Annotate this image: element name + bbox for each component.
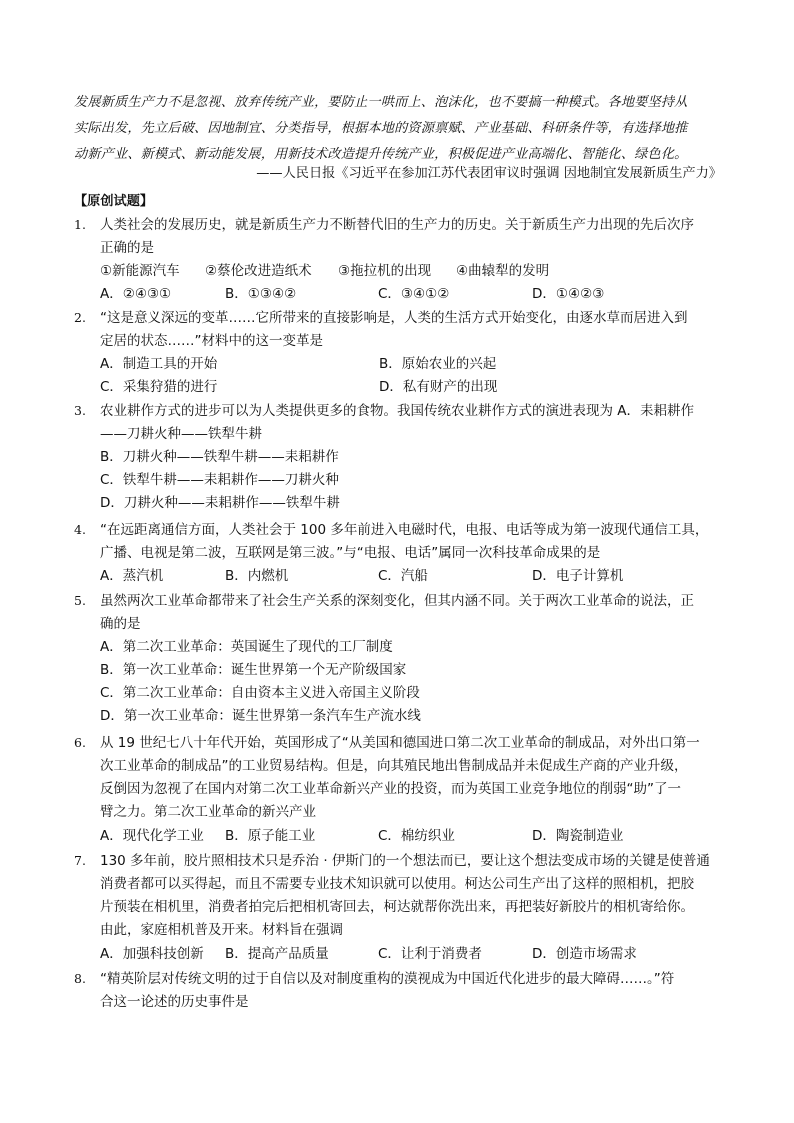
- question-6-stem-line-1: 从 19 世纪七八十年代开始，英国形成了“从美国和德国进口第二次工业革命的制成品，对外出口第一: [100, 735, 700, 751]
- question-7-number: 7.: [74, 853, 86, 868]
- question-7-option-d: D．创造市场需求: [532, 946, 637, 962]
- question-2-option-b: B．原始农业的兴起: [379, 356, 497, 372]
- question-6-option-b: B．原子能工业: [225, 828, 316, 844]
- question-7-stem-line-3: 片预装在相机里，消费者拍完后把相机寄回去，柯达就帮你洗出来，再把装好新胶片的相机寄给你。: [100, 899, 694, 915]
- question-6-option-d: D．陶瓷制造业: [532, 828, 624, 844]
- question-3-stem-line-1: 农业耕作方式的进步可以为人类提供更多的食物。我国传统农业耕作方式的演进表现为 A．耒耜耕作: [100, 403, 695, 419]
- question-1-item-3: ③拖拉机的出现: [338, 263, 432, 279]
- question-4-option-b: B．内燃机: [225, 568, 289, 584]
- question-2-option-a: A．制造工具的开始: [100, 356, 218, 372]
- intro-line-3: 动新产业、新模式、新动能发展，用新技术改造提升传统产业，积极促进产业高端化、智能化、绿色化。: [74, 147, 688, 162]
- question-6-option-a: A．现代化学工业: [100, 828, 204, 844]
- question-5-option-c: C．第二次工业革命：自由资本主义进入帝国主义阶段: [100, 685, 420, 701]
- question-4-option-d: D．电子计算机: [532, 568, 624, 584]
- question-6-stem-line-3: 反倒因为忽视了在国内对第二次工业革命新兴产业的投资，而为英国工业竞争地位的削弱“助”了一: [100, 781, 681, 797]
- question-6-stem-line-4: 臂之力。第二次工业革命的新兴产业: [100, 804, 316, 820]
- question-2-option-c: C．采集狩猎的进行: [100, 379, 218, 395]
- question-4-option-a: A．蒸汽机: [100, 568, 164, 584]
- question-3-option-c: C．铁犁牛耕——耒耜耕作——刀耕火种: [100, 472, 339, 488]
- question-4-stem-line-2: 广播、电视是第二波，互联网是第三波。”与“电报、电话”属同一次科技革命成果的是: [100, 545, 601, 561]
- question-8-number: 8.: [74, 971, 86, 986]
- question-5-stem-line-1: 虽然两次工业革命都带来了社会生产关系的深刻变化，但其内涵不同。关于两次工业革命的说法，正: [100, 593, 694, 609]
- quote-source: ——人民日报《习近平在参加江苏代表团审议时强调 因地制宜发展新质生产力》: [256, 166, 722, 181]
- question-2-option-d: D．私有财产的出现: [379, 379, 498, 395]
- question-7-stem-line-1: 130 多年前，胶片照相技术只是乔治 · 伊斯门的一个想法而已，要让这个想法变成市场的关键是使普通: [100, 853, 710, 869]
- question-1-option-c: C．③④①②: [378, 286, 450, 302]
- question-6-stem-line-2: 次工业革命的制成品”的工业贸易结构。但是，向其殖民地出售制成品并未促成生产商的产业升级，: [100, 758, 688, 774]
- question-1-stem-line-2: 正确的是: [100, 240, 154, 256]
- question-1-stem-line-1: 人类社会的发展历史，就是新质生产力不断替代旧的生产力的历史。关于新质生产力出现的先后次序: [100, 217, 694, 233]
- question-5-option-a: A．第二次工业革命：英国诞生了现代的工厂制度: [100, 639, 393, 655]
- question-4-option-c: C．汽船: [378, 568, 428, 584]
- question-7-option-b: B．提高产品质量: [225, 946, 329, 962]
- question-5-option-b: B．第一次工业革命：诞生世界第一个无产阶级国家: [100, 662, 407, 678]
- question-4-stem-line-1: “在远距离通信方面，人类社会于 100 多年前进入电磁时代，电报、电话等成为第一波现代通信工具，: [100, 522, 709, 538]
- intro-line-2: 实际出发，先立后破、因地制宜、分类指导，根据本地的资源禀赋、产业基础、科研条件等，有选择地推: [74, 121, 688, 136]
- question-2-stem-line-1: “这是意义深远的变革……它所带来的直接影响是，人类的生活方式开始变化，由逐水草而居进入到: [100, 310, 688, 326]
- question-2-stem-line-2: 定居的状态……”材料中的这一变革是: [100, 333, 323, 349]
- question-7-option-a: A．加强科技创新: [100, 946, 204, 962]
- section-title: 【原创试题】: [74, 194, 154, 209]
- question-6-number: 6.: [74, 735, 86, 750]
- question-3-option-b: B．刀耕火种——铁犁牛耕——耒耜耕作: [100, 449, 339, 465]
- question-8-stem-line-1: “精英阶层对传统文明的过于自信以及对制度重构的漠视成为中国近代化进步的最大障碍……。”符: [100, 971, 675, 987]
- question-7-stem-line-2: 消费者都可以买得起，而且不需要专业技术知识就可以使用。柯达公司生产出了这样的照相机，把胶: [100, 876, 694, 892]
- question-4-number: 4.: [74, 522, 86, 537]
- question-8-stem-line-2: 合这一论述的历史事件是: [100, 994, 249, 1010]
- question-1-item-4: ④曲辕犁的发明: [456, 263, 550, 279]
- question-1-number: 1.: [74, 217, 86, 232]
- question-5-number: 5.: [74, 593, 86, 608]
- question-7-stem-line-4: 由此，家庭相机普及开来。材料旨在强调: [100, 922, 343, 938]
- question-3-number: 3.: [74, 403, 86, 418]
- question-1-item-1: ①新能源汽车: [100, 263, 180, 279]
- question-5-option-d: D．第一次工业革命：诞生世界第一条汽车生产流水线: [100, 708, 421, 724]
- question-3-stem-line-2: ——刀耕火种——铁犁牛耕: [100, 426, 262, 442]
- question-1-option-d: D．①④②③: [532, 286, 605, 302]
- question-1-option-a: A．②④③①: [100, 286, 172, 302]
- intro-line-1: 发展新质生产力不是忽视、放弃传统产业，要防止一哄而上、泡沫化，也不要搞一种模式。各地要坚持从: [74, 95, 688, 110]
- question-5-stem-line-2: 确的是: [100, 616, 141, 632]
- question-1-option-b: B．①③④②: [225, 286, 297, 302]
- question-6-option-c: C．棉纺织业: [378, 828, 455, 844]
- question-3-option-d: D．刀耕火种——耒耜耕作——铁犁牛耕: [100, 495, 340, 511]
- question-1-item-2: ②蔡伦改进造纸术: [205, 263, 312, 279]
- question-7-option-c: C．让利于消费者: [378, 946, 482, 962]
- intro-quote: [74, 90, 724, 168]
- question-2-number: 2.: [74, 310, 86, 325]
